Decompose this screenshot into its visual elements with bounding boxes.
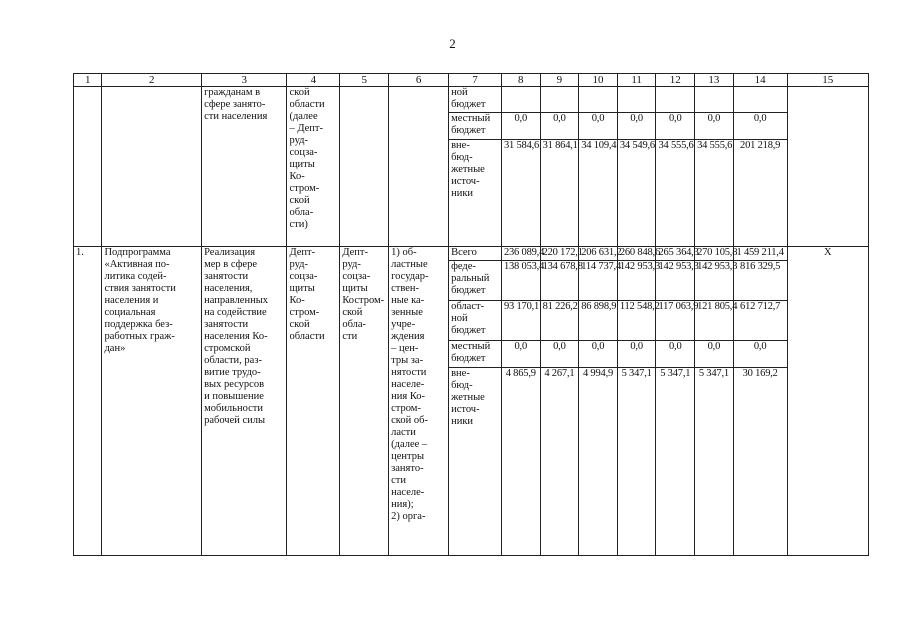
value-cell: 0,0 xyxy=(540,341,579,368)
value-cell: 0,0 xyxy=(695,341,734,368)
page-number: 2 xyxy=(449,36,456,51)
source-cell: област- ной бюджет xyxy=(449,301,502,341)
column-number: 9 xyxy=(540,74,579,87)
value-cell: 0,0 xyxy=(501,113,540,140)
value-cell: 5 347,1 xyxy=(617,368,656,556)
value-cell xyxy=(579,87,618,113)
value-cell: 4 994,9 xyxy=(579,368,618,556)
value-cell: 31 584,6 xyxy=(501,140,540,247)
table-row xyxy=(74,87,869,113)
cont-col6-cell xyxy=(389,87,449,247)
value-cell xyxy=(617,87,656,113)
column-number: 1 xyxy=(74,74,102,87)
value-cell: 1 459 211,4 xyxy=(733,247,787,261)
value-cell: 0,0 xyxy=(617,341,656,368)
column-number: 11 xyxy=(617,74,656,87)
value-cell: 86 898,9 xyxy=(579,301,618,341)
value-cell: 0,0 xyxy=(617,113,656,140)
value-cell: 117 063,9 xyxy=(656,301,695,341)
value-cell: 220 172,1 xyxy=(540,247,579,261)
cont-measure-cell: гражданам в сфере занято- сти населения xyxy=(202,87,287,247)
source-cell: феде- ральный бюджет xyxy=(449,261,502,301)
column-number: 5 xyxy=(340,74,389,87)
coexecutor-cell: Депт- руд- соцза- щиты Костром- ской обла- сти xyxy=(340,247,389,556)
subprogram-name-cell: Подпрограмма «Активная по- литика содей- ствия занятости населения и социальная поддержка без- работных граж- дан» xyxy=(102,247,202,556)
source-cell: местный бюджет xyxy=(449,113,502,140)
source-cell: вне- бюд- жетные источ- ники xyxy=(449,368,502,556)
value-cell xyxy=(501,87,540,113)
cont-col5-cell xyxy=(340,87,389,247)
value-cell: 114 737,4 xyxy=(579,261,618,301)
value-cell: 4 865,9 xyxy=(501,368,540,556)
source-cell: ной бюджет xyxy=(449,87,502,113)
source-cell: вне- бюд- жетные источ- ники xyxy=(449,140,502,247)
source-cell: Всего xyxy=(449,247,502,261)
value-cell: 201 218,9 xyxy=(733,140,787,247)
value-cell: 4 267,1 xyxy=(540,368,579,556)
cont-executor-cell: ской области (далее – Депт- руд- соцза- щиты Ко- стром- ской обла- сти) xyxy=(287,87,340,247)
column-number: 3 xyxy=(202,74,287,87)
column-number: 7 xyxy=(449,74,502,87)
value-cell: 34 549,6 xyxy=(617,140,656,247)
value-cell: 5 347,1 xyxy=(656,368,695,556)
column-number: 8 xyxy=(501,74,540,87)
value-cell: 0,0 xyxy=(501,341,540,368)
value-cell: 81 226,2 xyxy=(540,301,579,341)
value-cell: 265 364,3 xyxy=(656,247,695,261)
budget-table xyxy=(73,73,869,556)
value-cell: 134 678,8 xyxy=(540,261,579,301)
participants-cell: 1) об- ластные государ- ствен- ные ка- зенные учре- ждения – цен- тры за- нятости населе- ния Ко- стром- ской об- ласти (далее – центры занято- сти населе- ния); 2) орга- xyxy=(389,247,449,556)
value-cell: 112 548,2 xyxy=(617,301,656,341)
value-cell: 0,0 xyxy=(579,341,618,368)
value-cell: 34 109,4 xyxy=(579,140,618,247)
cont-col15-cell xyxy=(787,87,868,247)
value-cell: 5 347,1 xyxy=(695,368,734,556)
value-cell: 0,0 xyxy=(656,341,695,368)
item-number-cell: 1. xyxy=(74,247,102,556)
measure-cell: Реализация мер в сфере занятости населения, направленных на содействие занятости населения Ко- стромской области, раз- витие трудо- вых ресурсов и повышение мобильности рабочей силы xyxy=(202,247,287,556)
column-number: 6 xyxy=(389,74,449,87)
value-cell: 30 169,2 xyxy=(733,368,787,556)
value-cell: 236 089,4 xyxy=(501,247,540,261)
value-cell: 0,0 xyxy=(656,113,695,140)
value-cell: 612 712,7 xyxy=(733,301,787,341)
value-cell xyxy=(656,87,695,113)
column-number: 12 xyxy=(656,74,695,87)
value-cell: 0,0 xyxy=(733,341,787,368)
column-number: 15 xyxy=(787,74,868,87)
column-number-row xyxy=(74,74,869,87)
column-number: 14 xyxy=(733,74,787,87)
value-cell xyxy=(540,87,579,113)
column-number: 2 xyxy=(102,74,202,87)
cont-col1-cell xyxy=(74,87,102,247)
value-cell: 34 555,6 xyxy=(695,140,734,247)
column-number: 13 xyxy=(695,74,734,87)
indicator-cell: X xyxy=(787,247,868,556)
value-cell: 0,0 xyxy=(540,113,579,140)
executor-cell: Депт- руд- соцза- щиты Ко- стром- ской области xyxy=(287,247,340,556)
column-number: 4 xyxy=(287,74,340,87)
value-cell: 270 105,8 xyxy=(695,247,734,261)
table-row xyxy=(74,247,869,261)
value-cell: 142 953,3 xyxy=(617,261,656,301)
value-cell: 142 953,3 xyxy=(695,261,734,301)
value-cell: 142 953,3 xyxy=(656,261,695,301)
value-cell: 138 053,4 xyxy=(501,261,540,301)
value-cell xyxy=(695,87,734,113)
value-cell: 0,0 xyxy=(695,113,734,140)
value-cell: 206 631,2 xyxy=(579,247,618,261)
value-cell: 816 329,5 xyxy=(733,261,787,301)
value-cell: 0,0 xyxy=(733,113,787,140)
value-cell: 0,0 xyxy=(579,113,618,140)
source-cell: местный бюджет xyxy=(449,341,502,368)
column-number: 10 xyxy=(579,74,618,87)
value-cell: 121 805,4 xyxy=(695,301,734,341)
cont-col2-cell xyxy=(102,87,202,247)
value-cell: 31 864,1 xyxy=(540,140,579,247)
value-cell: 93 170,1 xyxy=(501,301,540,341)
value-cell: 34 555,6 xyxy=(656,140,695,247)
value-cell xyxy=(733,87,787,113)
value-cell: 260 848,6 xyxy=(617,247,656,261)
